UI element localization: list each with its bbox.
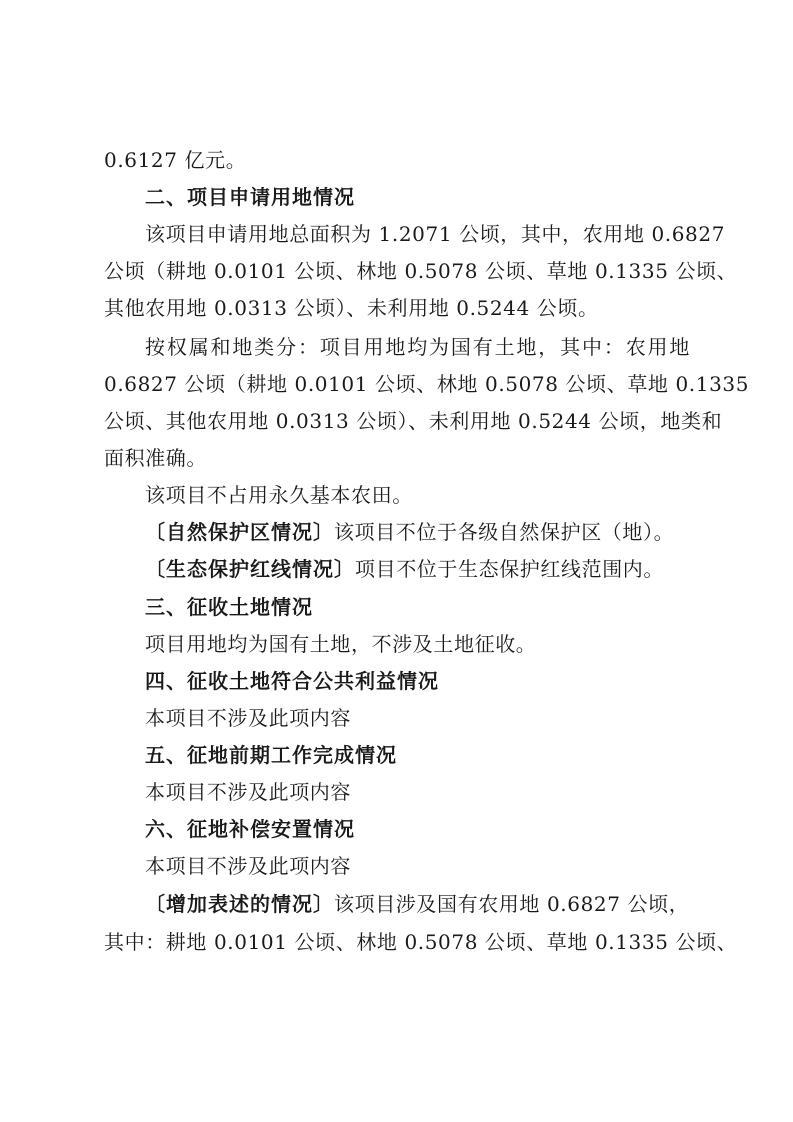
nature-reserve-paragraph (145, 519, 745, 545)
eco-redline-text: 项目不位于生态保护红线范围内。 (355, 557, 664, 581)
nature-reserve-label: 〔自然保护区情况〕 (145, 520, 334, 544)
section5-text: 本项目不涉及此项内容 (145, 780, 351, 804)
section4-text: 本项目不涉及此项内容 (145, 706, 351, 730)
section2-para2-line3: 公顷、其他农用地 0.0313 公顷）、未利用地 0.5244 公顷，地类和 (104, 409, 723, 433)
eco-redline-paragraph (145, 556, 745, 582)
section2-para1-line1: 该项目申请用地总面积为 1.2071 公顷，其中，农用地 0.6827 (145, 222, 726, 246)
additional-paragraph-line2: 其中：耕地 0.0101 公顷、林地 0.5078 公顷、草地 0.1335 公顷、 (104, 930, 738, 954)
section2-para2-line4: 面积准确。 (104, 446, 207, 470)
section6-text: 本项目不涉及此项内容 (145, 854, 351, 878)
section2-heading: 二、项目申请用地情况 (145, 185, 355, 209)
section2-para3: 该项目不占用永久基本农田。 (145, 483, 413, 507)
section3-text: 项目用地均为国有土地，不涉及土地征收。 (145, 632, 537, 656)
section2-para1-line3: 其他农用地 0.0313 公顷）、未利用地 0.5244 公顷。 (104, 296, 599, 320)
section3-heading: 三、征收土地情况 (145, 595, 313, 619)
additional-paragraph-line1 (145, 891, 745, 917)
nature-reserve-text: 该项目不位于各级自然保护区（地）。 (334, 520, 675, 544)
eco-redline-label: 〔生态保护红线情况〕 (145, 557, 355, 581)
additional-text-line1: 该项目涉及国有农用地 0.6827 公顷， (334, 892, 690, 916)
additional-label: 〔增加表述的情况〕 (145, 892, 334, 916)
section2-para2-line1: 按权属和地类分：项目用地均为国有土地，其中：农用地 (145, 335, 690, 359)
section2-para2-line2: 0.6827 公顷（耕地 0.0101 公顷、林地 0.5078 公顷、草地 0.1335 (104, 372, 750, 396)
section2-para1-line2: 公顷（耕地 0.0101 公顷、林地 0.5078 公顷、草地 0.1335 公顷、 (104, 259, 738, 283)
section4-heading: 四、征收土地符合公共利益情况 (145, 669, 439, 693)
section6-heading: 六、征地补偿安置情况 (145, 817, 355, 841)
section5-heading: 五、征地前期工作完成情况 (145, 743, 397, 767)
intro-tail-text: 0.6127 亿元。 (104, 148, 247, 172)
